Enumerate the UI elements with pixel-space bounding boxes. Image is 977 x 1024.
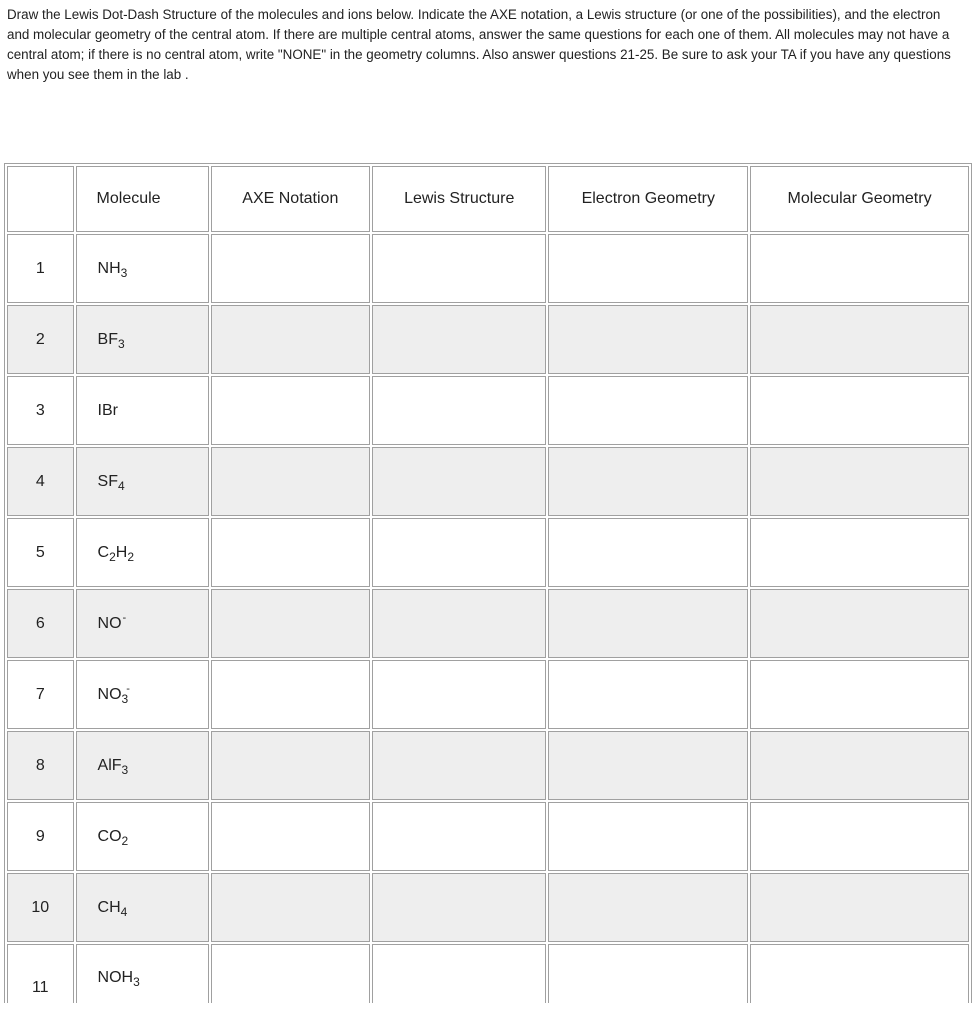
axe-notation-cell[interactable]	[211, 589, 370, 658]
molecule-cell	[76, 234, 209, 303]
formula-base: BF	[97, 330, 118, 348]
molecule-cell	[76, 376, 209, 445]
molecular-geometry-cell[interactable]	[750, 660, 969, 729]
molecule-cell	[76, 447, 209, 516]
molecular-geometry-cell[interactable]	[750, 589, 969, 658]
formula-base: NOH	[97, 969, 134, 986]
molecular-geometry-cell[interactable]	[750, 234, 969, 303]
row-number: 6	[7, 589, 74, 658]
formula-base: CO	[97, 827, 122, 845]
electron-geometry-cell[interactable]	[548, 305, 748, 374]
formula-subscript: 4	[118, 478, 125, 493]
header-row	[7, 166, 969, 232]
lewis-structure-cell[interactable]	[372, 376, 546, 445]
electron-geometry-cell[interactable]	[548, 802, 748, 871]
formula-subscript: 2	[121, 833, 129, 848]
row-number: 8	[7, 731, 74, 800]
molecular-geometry-cell[interactable]	[750, 518, 969, 587]
electron-geometry-cell[interactable]	[548, 731, 748, 800]
formula-base: SF	[97, 472, 118, 490]
molecular-geometry-cell[interactable]	[750, 802, 969, 871]
axe-notation-cell[interactable]	[211, 305, 370, 374]
table-row	[7, 376, 969, 445]
molecule-cell	[76, 802, 209, 871]
lewis-structure-cell[interactable]	[372, 873, 546, 942]
molecule-cell	[76, 944, 209, 1003]
formula	[98, 969, 140, 987]
electron-geometry-cell[interactable]	[548, 234, 748, 303]
axe-notation-cell[interactable]	[211, 731, 370, 800]
worksheet-table-container	[4, 163, 972, 1003]
formula-subscript: 3	[118, 336, 125, 351]
row-number: 2	[7, 305, 74, 374]
axe-notation-cell[interactable]	[211, 447, 370, 516]
lewis-structure-cell[interactable]	[372, 660, 546, 729]
lewis-structure-cell[interactable]	[372, 518, 546, 587]
molecule-cell	[76, 660, 209, 729]
formula-base: NH	[97, 259, 121, 277]
molecular-geometry-cell[interactable]	[750, 447, 969, 516]
header-number	[7, 166, 74, 232]
row-number: 5	[7, 518, 74, 587]
formula-charge: -	[126, 682, 130, 695]
lewis-structure-cell[interactable]	[372, 589, 546, 658]
formula-base: C	[97, 543, 110, 561]
lewis-structure-cell[interactable]	[372, 234, 546, 303]
table-row	[7, 234, 969, 303]
formula-subscript: 3	[121, 691, 129, 706]
table-row	[7, 944, 969, 1003]
table-row	[7, 447, 969, 516]
lewis-structure-cell[interactable]	[372, 305, 546, 374]
electron-geometry-cell[interactable]	[548, 944, 748, 1003]
row-number: 7	[7, 660, 74, 729]
table-row	[7, 873, 969, 942]
molecule-cell	[76, 589, 209, 658]
molecular-geometry-cell[interactable]	[750, 376, 969, 445]
electron-geometry-cell[interactable]	[548, 518, 748, 587]
table-row	[7, 589, 969, 658]
molecular-geometry-cell[interactable]	[750, 731, 969, 800]
molecular-geometry-cell[interactable]	[750, 873, 969, 942]
molecular-geometry-cell[interactable]	[750, 944, 969, 1003]
formula-charge: -	[122, 611, 127, 624]
lewis-structure-cell[interactable]	[372, 802, 546, 871]
row-number: 4	[7, 447, 74, 516]
axe-notation-cell[interactable]	[211, 944, 370, 1003]
row-number-text: 11	[31, 979, 49, 996]
electron-geometry-cell[interactable]	[548, 660, 748, 729]
axe-notation-cell[interactable]	[211, 802, 370, 871]
axe-notation-cell[interactable]	[211, 376, 370, 445]
table-row	[7, 518, 969, 587]
table-row	[7, 802, 969, 871]
electron-geometry-cell[interactable]	[548, 873, 748, 942]
axe-notation-cell[interactable]	[211, 660, 370, 729]
formula-subscript: 3	[120, 265, 128, 280]
formula-subscript: 3	[121, 762, 129, 777]
molecule-cell	[76, 873, 209, 942]
molecular-geometry-cell[interactable]	[750, 305, 969, 374]
lewis-structure-cell[interactable]	[372, 944, 546, 1003]
formula-base: CH	[97, 898, 121, 916]
axe-notation-cell[interactable]	[211, 518, 370, 587]
row-number: 9	[7, 802, 74, 871]
table-row	[7, 305, 969, 374]
axe-notation-cell[interactable]	[211, 873, 370, 942]
molecule-cell	[76, 305, 209, 374]
formula-subscript: 3	[133, 975, 140, 989]
row-number: 10	[7, 873, 74, 942]
formula-base: NO	[97, 614, 122, 632]
header-electron-geometry: Electron Geometry	[548, 166, 748, 232]
formula-subscript: 2	[109, 549, 116, 564]
molecule-cell	[76, 731, 209, 800]
header-molecule: Molecule	[76, 166, 209, 232]
axe-notation-cell[interactable]	[211, 234, 370, 303]
header-molecular-geometry: Molecular Geometry	[750, 166, 969, 232]
formula-subscript: 4	[120, 904, 128, 919]
header-lewis-structure: Lewis Structure	[372, 166, 546, 232]
worksheet-table	[4, 163, 972, 1003]
header-axe-notation: AXE Notation	[211, 166, 370, 232]
instructions-text: Draw the Lewis Dot-Dash Structure of the molecules and ions below. Indicate the AXE notation, a Lewis structure (or one of the possibilities), and the electron and molecular geometry of the central atom. If there are multiple central atoms, answer the same questions for each one of them. All molecules may not have a central atom; if there is no central atom, write "NONE" in the geometry columns. Also answer questions 21-25. Be sure to ask your TA if you have any questions when you see them in the lab .	[7, 7, 951, 82]
lewis-structure-cell[interactable]	[372, 731, 546, 800]
table-row	[7, 731, 969, 800]
electron-geometry-cell[interactable]	[548, 376, 748, 445]
table-row	[7, 660, 969, 729]
formula-subscript-2: 2	[127, 549, 135, 564]
formula-base: NO	[97, 685, 122, 703]
row-number	[7, 944, 74, 1003]
lewis-structure-cell[interactable]	[372, 447, 546, 516]
formula-tail: H	[115, 543, 128, 561]
electron-geometry-cell[interactable]	[548, 447, 748, 516]
row-number: 3	[7, 376, 74, 445]
row-number: 1	[7, 234, 74, 303]
molecule-cell	[76, 518, 209, 587]
formula-base: AlF	[97, 756, 122, 774]
formula-base: IBr	[97, 401, 118, 419]
electron-geometry-cell[interactable]	[548, 589, 748, 658]
